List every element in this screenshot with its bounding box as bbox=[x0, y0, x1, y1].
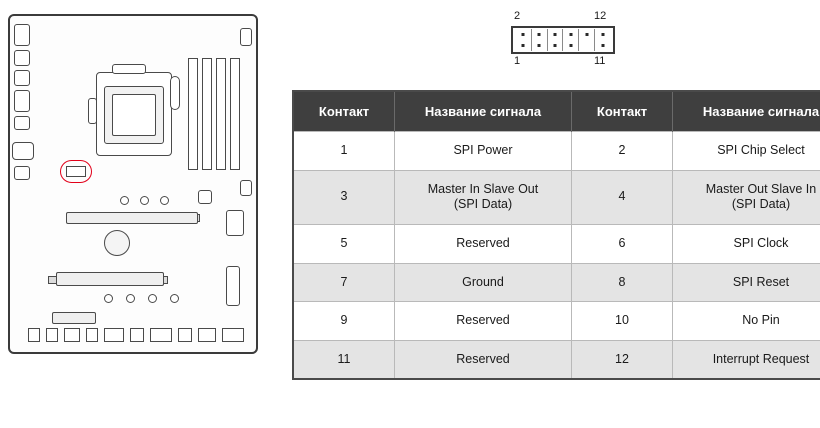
table-row bbox=[293, 170, 820, 224]
cell-signal-a: Reserved bbox=[395, 340, 572, 379]
rear-io-port-2 bbox=[14, 50, 30, 66]
fan-header-7 bbox=[170, 294, 179, 303]
dimm-slot-4 bbox=[230, 58, 240, 170]
rear-io-port-1 bbox=[14, 24, 30, 46]
fan-header-2 bbox=[140, 196, 149, 205]
pin-label-top-right: 12 bbox=[594, 10, 607, 22]
bottom-connector-4 bbox=[86, 328, 98, 342]
cpu-socket-latch-top bbox=[112, 64, 146, 74]
cell-pin-a: 1 bbox=[293, 132, 395, 171]
spi-header-highlight-circle bbox=[60, 160, 92, 183]
m2-slot-3 bbox=[52, 312, 96, 324]
cell-signal-a: Master In Slave Out (SPI Data) bbox=[395, 170, 572, 224]
pin-pair-7-8 bbox=[563, 29, 579, 51]
pin-pair-11-12 bbox=[595, 29, 610, 51]
cell-signal-b: Interrupt Request bbox=[673, 340, 820, 379]
pin-label-bottom-left: 1 bbox=[514, 55, 521, 67]
cell-pin-b: 4 bbox=[572, 170, 673, 224]
bottom-connector-2 bbox=[46, 328, 58, 342]
header-signal-a: Название сигнала bbox=[395, 91, 572, 132]
bottom-connector-3 bbox=[64, 328, 80, 342]
cell-signal-b: SPI Chip Select bbox=[673, 132, 820, 171]
rear-io-port-5 bbox=[14, 116, 30, 130]
chipset-heatsink bbox=[104, 230, 130, 256]
table-row bbox=[293, 263, 820, 302]
pin-header-body bbox=[511, 26, 615, 54]
bottom-connector-7 bbox=[150, 328, 172, 342]
table-header-row bbox=[293, 91, 820, 132]
dimm-slot-2 bbox=[202, 58, 212, 170]
bottom-connector-1 bbox=[28, 328, 40, 342]
atx-power-connector bbox=[240, 28, 252, 46]
motherboard-diagram bbox=[8, 14, 258, 354]
cell-signal-b: Master Out Slave In (SPI Data) bbox=[673, 170, 820, 224]
front-panel-connector bbox=[226, 266, 240, 306]
header-signal-b: Название сигнала bbox=[673, 91, 820, 132]
fan-header-3 bbox=[160, 196, 169, 205]
pin-label-bottom-right: 11 bbox=[594, 55, 606, 67]
cell-pin-a: 5 bbox=[293, 224, 395, 263]
table-row bbox=[293, 340, 820, 379]
cell-signal-b: No Pin bbox=[673, 302, 820, 341]
fan-header-5 bbox=[126, 294, 135, 303]
bottom-connector-9 bbox=[198, 328, 216, 342]
cell-pin-a: 11 bbox=[293, 340, 395, 379]
pin-signal-table bbox=[292, 90, 820, 380]
cpu-socket-lever bbox=[170, 76, 180, 110]
bottom-connector-8 bbox=[178, 328, 192, 342]
dimm-slot-3 bbox=[216, 58, 226, 170]
table-row bbox=[293, 132, 820, 171]
cell-pin-a: 7 bbox=[293, 263, 395, 302]
cell-signal-a: Reserved bbox=[395, 302, 572, 341]
rear-io-port-7 bbox=[14, 166, 30, 180]
fan-header-6 bbox=[148, 294, 157, 303]
onboard-chip bbox=[198, 190, 212, 204]
cell-pin-b: 8 bbox=[572, 263, 673, 302]
bottom-connector-10 bbox=[222, 328, 244, 342]
pin-pair-1-2 bbox=[516, 29, 532, 51]
cell-pin-a: 3 bbox=[293, 170, 395, 224]
cell-pin-b: 6 bbox=[572, 224, 673, 263]
top-right-connector bbox=[240, 180, 252, 196]
rear-io-port-6 bbox=[12, 142, 34, 160]
header-pin-b: Контакт bbox=[572, 91, 673, 132]
table-row bbox=[293, 224, 820, 263]
cell-signal-a: Ground bbox=[395, 263, 572, 302]
cell-signal-a: Reserved bbox=[395, 224, 572, 263]
cell-signal-b: SPI Clock bbox=[673, 224, 820, 263]
rear-io-port-3 bbox=[14, 70, 30, 86]
cell-signal-b: SPI Reset bbox=[673, 263, 820, 302]
bottom-connector-5 bbox=[104, 328, 124, 342]
fan-header-1 bbox=[120, 196, 129, 205]
cell-pin-a: 9 bbox=[293, 302, 395, 341]
pin-pair-3-4 bbox=[532, 29, 548, 51]
rear-io-port-4 bbox=[14, 90, 30, 112]
cell-pin-b: 12 bbox=[572, 340, 673, 379]
fan-header-4 bbox=[104, 294, 113, 303]
pin-pair-9-10 bbox=[579, 29, 595, 51]
m2-slot-1 bbox=[66, 212, 198, 224]
cell-signal-a: SPI Power bbox=[395, 132, 572, 171]
table-row bbox=[293, 302, 820, 341]
cpu-socket-core bbox=[112, 94, 156, 136]
bottom-connector-6 bbox=[130, 328, 144, 342]
pin-pair-5-6 bbox=[548, 29, 564, 51]
table-body bbox=[293, 132, 820, 380]
cell-pin-b: 10 bbox=[572, 302, 673, 341]
dimm-slot-1 bbox=[188, 58, 198, 170]
cell-pin-b: 2 bbox=[572, 132, 673, 171]
cpu-socket-latch-left bbox=[88, 98, 97, 124]
m2-slot-2 bbox=[56, 272, 164, 286]
header-pin-a: Контакт bbox=[293, 91, 395, 132]
spi-header-pinout-diagram bbox=[505, 8, 630, 70]
pin-label-top-left: 2 bbox=[514, 10, 521, 22]
sata-ports bbox=[226, 210, 244, 236]
